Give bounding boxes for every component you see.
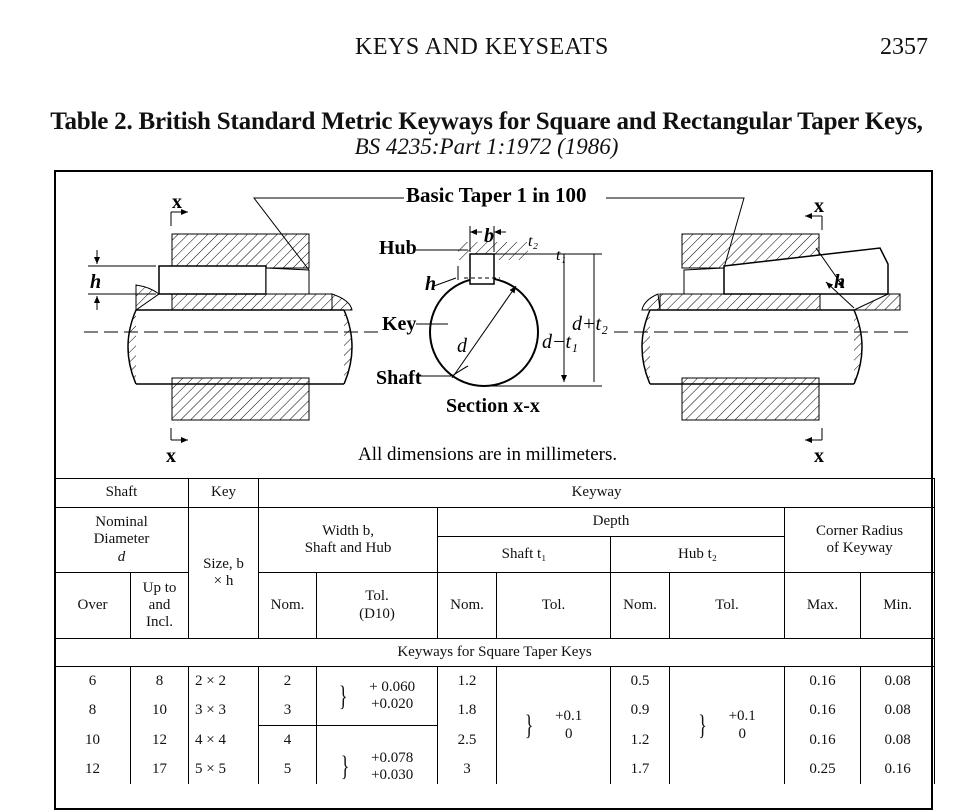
header-hub-tol: Tol. [670,573,785,639]
cell-r-min: 0.08 [861,726,935,756]
cell-size: 2 × 2 [189,667,259,697]
header-row-1 [55,479,935,508]
cell-size: 3 × 3 [189,696,259,726]
cell-shaft-tol [497,667,611,785]
header-shaft-nom: Nom. [438,573,497,639]
h-label-left: h [90,271,102,293]
header-upto-line3: Incl. [145,614,174,631]
cell-hub-nom: 1.7 [611,755,670,784]
x-mark-right-top: x [814,195,824,217]
cell-r-max: 0.25 [785,755,861,784]
t2-label: t₂ [528,233,539,250]
cell-width-tol-a [317,667,438,726]
header-hub-nom: Nom. [611,573,670,639]
table-subtitle: BS 4235:Part 1:1972 (1986) [354,134,619,159]
key-label: Key [382,313,417,335]
d-plus-t2-label: d+t₂ [572,313,609,335]
cell-width-nom: 3 [259,696,317,726]
header-nominal-line1: Nominal [95,514,148,531]
header-row-4 [55,573,935,639]
header-width [259,508,438,573]
header-corner-line2: of Keyway [826,540,893,556]
header-upto-line1: Up to [142,579,177,596]
header-width-nom: Nom. [259,573,317,639]
header-nominal-line3: d [117,548,126,565]
tol-upper: +0.078 [371,749,414,766]
tol-stack [555,708,582,743]
cell-r-max: 0.16 [785,667,861,697]
tol-lower: 0 [564,725,573,742]
header-upto-line2: and [148,596,171,613]
header-depth: Depth [438,508,785,537]
b-label: b [484,225,494,247]
brace: } [698,708,707,741]
tol-upper: + 0.060 [369,678,416,695]
h-label-center: h [425,273,437,295]
cell-hub-nom: 0.9 [611,696,670,726]
cell-over: 6 [55,667,131,697]
tol-upper: +0.1 [728,708,756,725]
brace: } [340,750,350,783]
tol-lower: +0.020 [371,696,414,712]
cell-over: 12 [55,755,131,784]
cell-width-nom: 4 [259,726,317,756]
tol-lower: 0 [738,725,746,742]
header-width-tol-line1: Tol. [365,588,389,605]
cell-hub-tol [670,667,785,785]
cell-r-min: 0.16 [861,755,935,784]
cell-shaft-nom: 2.5 [438,726,497,756]
header-size-line1: Size, b [203,555,244,572]
header-shaft: Shaft [55,479,189,508]
header-width-line2: Shaft and Hub [304,540,392,556]
table-row [55,667,935,697]
d-label: d [457,335,467,357]
section-label: Section x-x [446,395,540,417]
header-hub-t2: Hub t₂ [611,537,785,573]
page-number: 2357 [880,34,928,60]
keyway-table [54,478,935,784]
header-shaft-tol: Tol. [497,573,611,639]
header-width-tol [317,573,438,639]
header-min: Min. [861,573,935,639]
cell-upto: 12 [131,726,189,756]
tol-stack [371,750,413,785]
cell-hub-nom: 0.5 [611,667,670,697]
tol-lower: +0.030 [371,766,414,783]
header-width-tol-line2: (D10) [359,605,395,622]
cell-width-nom: 5 [259,755,317,784]
t1-label: t₁ [556,247,567,264]
brace: } [524,708,534,741]
cell-upto: 10 [131,696,189,726]
keyway-diagram [54,170,933,478]
header-width-line1: Width b, [322,522,374,539]
table-row [55,726,935,756]
header-nominal-line2: Diameter [93,531,150,548]
cell-shaft-nom: 3 [438,755,497,784]
right-assembly [606,198,914,440]
tol-upper: +0.1 [555,708,583,725]
cell-size: 5 × 5 [189,755,259,784]
header-corner-radius [785,508,935,573]
header-key: Key [189,479,259,508]
units-note: All dimensions are in millimeters. [358,444,618,465]
cell-width-tol-b [317,726,438,785]
cell-upto: 8 [131,667,189,697]
header-size-line2: × h [213,573,234,589]
running-head [0,34,973,64]
figure-title: Basic Taper 1 in 100 [406,183,587,207]
cell-r-min: 0.08 [861,667,935,697]
brace: } [338,679,348,712]
cell-size: 4 × 4 [189,726,259,756]
hub-label: Hub [379,237,417,259]
section-square-keys: Keyways for Square Taper Keys [55,639,935,667]
header-shaft-t1: Shaft t₁ [438,537,611,573]
table-title: Table 2. British Standard Metric Keyways for Square and Rectangular Taper Keys, [50,108,923,135]
shaft-label: Shaft [376,367,422,389]
d-minus-t1-label: d−t₁ [542,331,579,353]
cell-r-max: 0.16 [785,696,861,726]
header-corner-line1: Corner Radius [816,522,904,539]
running-title: KEYS AND KEYSEATS [355,34,609,60]
x-mark-right-bottom: x [814,445,824,467]
cell-upto: 17 [131,755,189,784]
cell-over: 10 [55,726,131,756]
section-xx-drawing [416,226,602,386]
cell-shaft-nom: 1.8 [438,696,497,726]
header-nominal-diameter [55,508,189,573]
x-mark-left-top: x [172,191,182,213]
header-size [189,508,259,639]
tol-stack [369,679,415,714]
table-row [55,696,935,726]
tol-stack [729,708,756,743]
x-mark-left-bottom: x [166,445,176,467]
h-label-right: h [834,271,846,293]
header-upto [131,573,189,639]
cell-r-max: 0.16 [785,726,861,756]
cell-shaft-nom: 1.2 [438,667,497,697]
cell-over: 8 [55,696,131,726]
left-assembly [84,198,404,440]
table-caption [0,108,973,160]
section-row [55,639,935,667]
header-max: Max. [785,573,861,639]
header-over: Over [55,573,131,639]
cell-hub-nom: 1.2 [611,726,670,756]
table-row [55,755,935,784]
header-row-2 [55,508,935,537]
cell-width-nom: 2 [259,667,317,697]
cell-r-min: 0.08 [861,696,935,726]
header-keyway: Keyway [259,479,935,508]
